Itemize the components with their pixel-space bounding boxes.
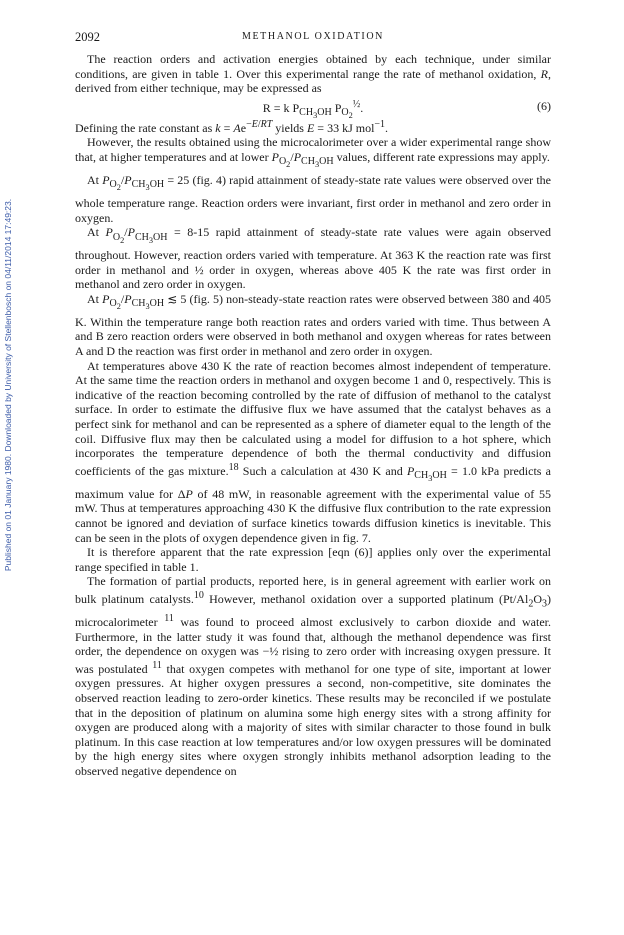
paragraph-ratio-25: At $P_{O_2}/P_{CH_3OH} = 25$ (fig. 4) rapid attainment of steady-state rate values were observed over the whole temperature range. Reaction orders were invariant, first order in methanol and zero order in oxygen.	[75, 172, 551, 225]
download-watermark-text: Published on 01 January 1980. Downloaded by University of Stellenbosch on 04/11/2014 17:49:23.	[3, 198, 13, 572]
equation-number: (6)	[537, 98, 551, 113]
paragraph-ratio-5: At $P_{O_2}/P_{CH_3OH}$ ≲ 5 (fig. 5) non-steady-state reaction rates were observed between 380 and 405 K. Within the temperature range both reaction rates and orders varied with time. Thus between A and B zero reaction orders were observed in both methanol and oxygen whereas for rates between A and D the reaction was first order in methanol and zero order in oxygen.	[75, 291, 552, 359]
paragraph-diffusion: At temperatures above 430 K the rate of reaction becomes almost independent of temperature. At the same time the reaction orders in methanol and oxygen become 1 and 0, respectively. This is indicative of the reaction becoming controlled by the rate of diffusion of methanol to the catalyst surface. In order to estimate the diffusive flux we have assumed that the catalyst behaves as a perfect sink for methanol and can be represented as a sphere of diameter equal to the length of the coil. Diffusive flux may then be calculated using a model for diffusion to a hot sphere, which incorporates the temperature dependence of both the thermal conductivity and diffusion coefficients of the gas mixture.$^{18}$ Such a calculation at 430 K and $P_{CH_3OH} = 1.0$ kPa predicts a maximum value for ΔP of 48 mW, in reasonable agreement with the experimental value of 55 mW. Thus at temperatures approaching 430 K the diffusive flux contribution to the rate expression cannot be ignored and deviation of surface kinetics towards diffusion kinetics is inevitable. This can be seen in the plots of oxygen dependence given in fig. 7.	[75, 358, 552, 545]
paragraph-microcalorimeter: However, the results obtained using the microcalorimeter over a wider experimental range show that, at higher temperatures and at lower $P_{O_2}/P_{CH_3OH}$ values, different rate expressions may apply.	[75, 135, 551, 170]
download-watermark	[0, 150, 16, 620]
equation-formula: R = k $P_{CH_3OH}$ $P_{O_2}^{\frac{1}{2}}$.	[262, 98, 364, 121]
article-body	[75, 52, 551, 778]
paragraph-rate-constant: Defining the rate constant as $k = Ae^{-E/RT}$ yields E = 33 kJ mol$^{-1}$.	[75, 118, 389, 135]
page-header	[75, 30, 551, 46]
page-number: 2092	[75, 30, 100, 44]
equation-6	[75, 96, 551, 121]
paragraph-rate-intro: The reaction orders and activation energies obtained by each technique, under similar conditions, are given in table 1. Over this experimental range the rate of methanol oxidation, R, derived from either technique, may be expressed as	[75, 52, 551, 96]
paragraph-partial-products: The formation of partial products, reported here, is in general agreement with earlier work on bulk platinum catalysts.$^{10}$ However, methanol oxidation over a supported platinum $(Pt/Al_2O_3)$ microcalorimeter $^{11}$ was found to proceed almost exclusively to carbon dioxide and water. Furthermore, in the latter study it was found that, although the methanol dependence was first order, the dependence on oxygen was −½ rising to zero order with increasing oxygen pressure. It was postulated $^{11}$ that oxygen competes with methanol for one type of site, important at lower oxygen pressures. At higher oxygen pressures a second, non-competitive, site dominates the observed reaction leading to zero-order kinetics. These results may be reconciled if we postulate that in the deposition of platinum on alumina some high energy sites with a strong affinity for oxygen are produced along with a majority of sites with similar character to those found in bulk platinum. In this case reaction at low temperatures and/or low oxygen pressures will be dominated by the high energy sites where oxygen strongly inhibits methanol adsorption leading to the observed negative dependence on	[75, 574, 552, 778]
paragraph-ratio-8-15: At $P_{O_2}/P_{CH_3OH} = 8-15$ rapid attainment of steady-state rate values were again observed throughout. However, reaction orders varied with temperature. At 363 K the reaction rate was first order in methanol and ½ order in oxygen, whereas above 405 K the rate was first order in methanol and zero order in oxygen.	[75, 225, 552, 292]
running-title: METHANOL OXIDATION	[241, 31, 385, 42]
paragraph-rate-expression: It is therefore apparent that the rate expression [eqn (6)] applies only over the experimental range specified in table 1.	[75, 545, 551, 574]
